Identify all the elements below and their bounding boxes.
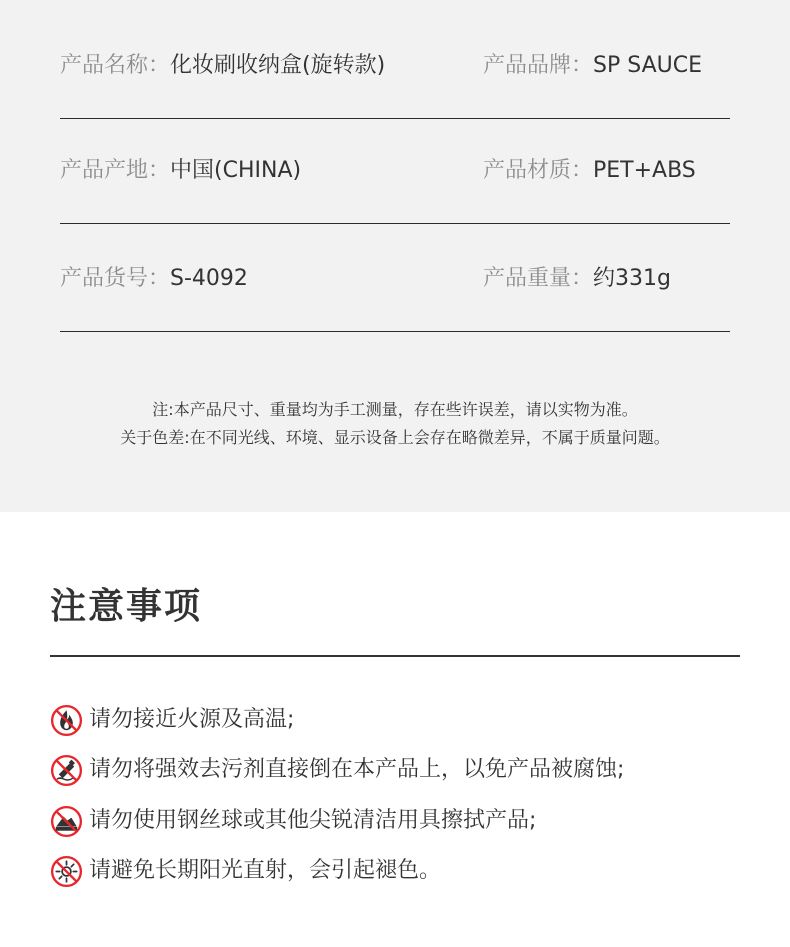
spec-value: S-4092: [170, 266, 248, 291]
caution-text: 请勿接近火源及高温;: [89, 707, 295, 732]
spec-divider: [60, 331, 730, 332]
spec-sku: [60, 264, 248, 294]
caution-item: [50, 753, 624, 787]
no-fire-icon: [50, 704, 83, 737]
spec-label: 产品品牌：: [483, 53, 594, 78]
spec-label: 产品材质：: [483, 158, 594, 183]
spec-product-name: [60, 51, 385, 81]
spec-brand: [483, 51, 702, 81]
spec-value: SP SAUCE: [593, 53, 703, 78]
spec-material: [483, 156, 696, 186]
spec-divider: [60, 118, 730, 119]
no-sunlight-icon: [50, 855, 83, 888]
caution-title: 注意事项: [50, 586, 203, 627]
color-difference-note: 关于色差:在不同光线、环境、显示设备上会存在略微差异，不属于质量问题。: [120, 428, 670, 447]
caution-item: [50, 703, 294, 737]
spec-divider: [60, 223, 730, 224]
spec-value: 中国(CHINA): [170, 158, 302, 183]
spec-weight: [483, 264, 671, 294]
caution-text: 请避免长期阳光直射，会引起褪色。: [89, 858, 442, 883]
no-chemical-cleaner-icon: [50, 754, 83, 787]
spec-value: 化妆刷收纳盒(旋转款): [170, 53, 386, 78]
spec-origin: [60, 156, 301, 186]
spec-label: 产品货号：: [60, 266, 171, 291]
caution-divider: [50, 655, 740, 657]
caution-text: 请勿将强效去污剂直接倒在本产品上，以免产品被腐蚀;: [89, 757, 625, 782]
spec-label: 产品重量：: [483, 266, 594, 291]
spec-label: 产品名称：: [60, 53, 171, 78]
caution-item: [50, 854, 441, 888]
spec-value: PET+ABS: [593, 158, 696, 183]
caution-text: 请勿使用钢丝球或其他尖锐清洁用具擦拭产品;: [89, 808, 537, 833]
caution-item: [50, 804, 536, 838]
no-steel-wool-icon: [50, 805, 83, 838]
spec-value: 约331g: [593, 266, 671, 291]
spec-label: 产品产地：: [60, 158, 171, 183]
measurement-note: 注:本产品尺寸、重量均为手工测量，存在些许误差，请以实物为准。: [152, 400, 638, 419]
